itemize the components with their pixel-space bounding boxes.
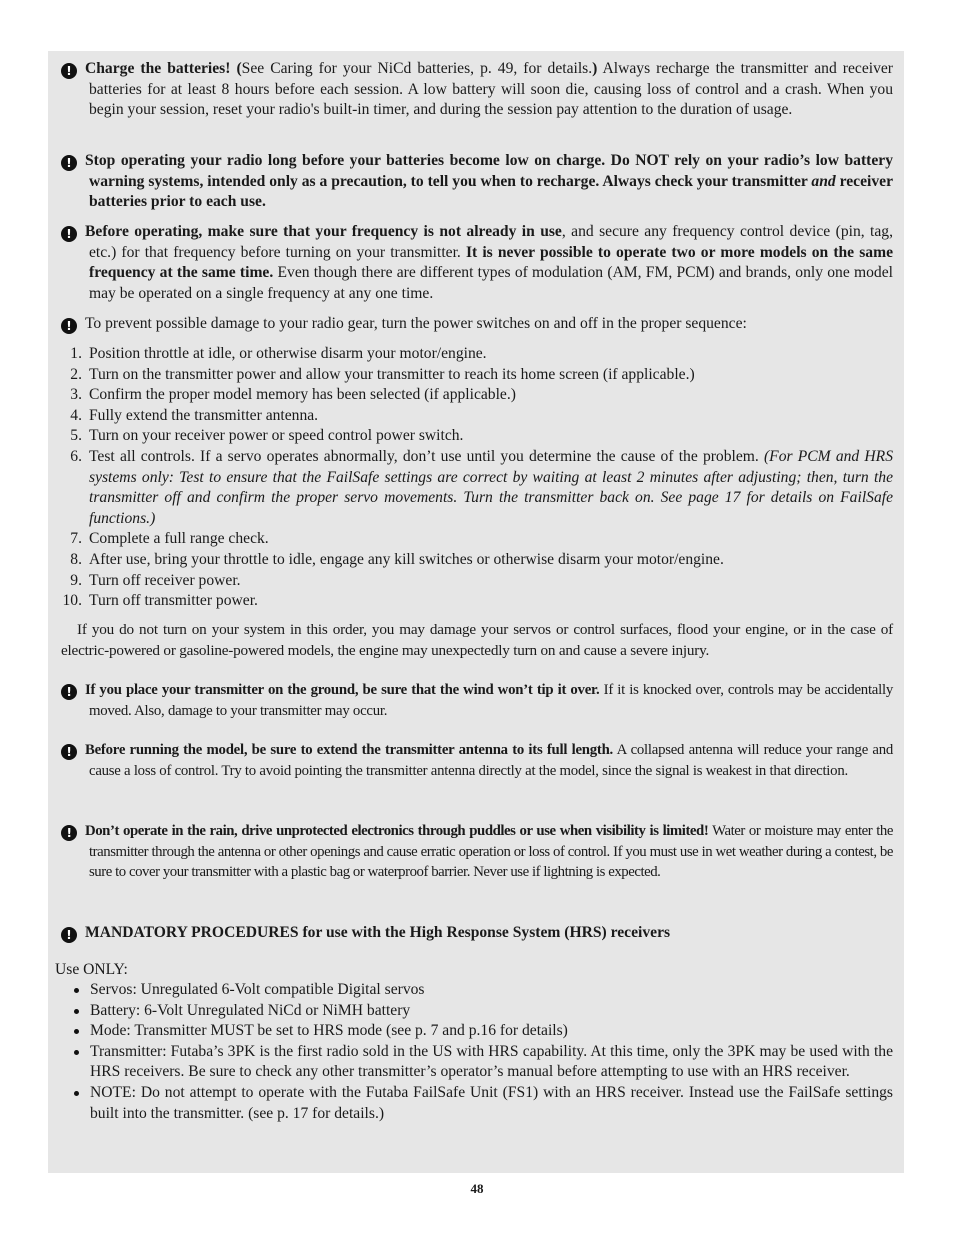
- warnings-panel: [48, 51, 904, 1173]
- bullet-icon: [74, 988, 79, 993]
- warning-charge-ref: See Caring for your NiCd batteries, p. 49, for details.: [241, 60, 593, 77]
- warning-stop-operating: [58, 151, 893, 213]
- list-item: Mode: Transmitter MUST be set to HRS mode (see p. 7 and p.16 for details): [55, 1021, 893, 1042]
- warning-antenna: [58, 740, 893, 781]
- list-item: NOTE: Do not attempt to operate with the Futaba FailSafe Unit (FS1) with an HRS receiver. Instead use the FailSafe settings built into the transmitter. (see p. 17 for details.): [55, 1083, 893, 1124]
- warning-rain-text: Water or moisture may enter the transmitter through the antenna or other openings and cause erratic operation or loss of control. If you must use in wet weather during a contest, be sure to cover your transmitter with a plastic bag or waterproof barrier. Never use if lightning is expected.: [89, 823, 894, 881]
- bullet-icon: [74, 1091, 79, 1096]
- bullet-icon: [74, 1009, 79, 1014]
- exclamation-circle-icon: !: [61, 927, 77, 943]
- warning-frequency-text: , and secure any frequency control device (pin, tag, etc.) for that frequency before turning on your transmitter.: [89, 223, 893, 261]
- warning-charge-bold: Charge the batteries! (: [85, 60, 242, 77]
- bullet-icon: [74, 1029, 79, 1034]
- exclamation-circle-icon: !: [61, 825, 77, 841]
- list-item: 7. Complete a full range check.: [70, 530, 269, 548]
- hrs-heading-text: MANDATORY PROCEDURES for use with the High Response System (HRS) receivers: [85, 924, 671, 941]
- warning-power-sequence-intro: [58, 314, 893, 335]
- exclamation-circle-icon: !: [61, 226, 77, 242]
- sequence-intro-text: To prevent possible damage to your radio gear, turn the power switches on and off in the proper sequence:: [85, 315, 747, 332]
- warning-ground-bold: If you place your transmitter on the ground, be sure that the wind won’t tip it over.: [85, 682, 600, 698]
- warning-stop-bold: Stop operating your radio long before your batteries become low on charge. Do NOT rely on your radio’s low battery warning systems, intended only as a precaution, to tell you when to recharge. Always check your transmitter: [85, 152, 893, 190]
- bullet-icon: [74, 1050, 79, 1055]
- exclamation-circle-icon: !: [61, 63, 77, 79]
- power-sequence-list: [58, 344, 893, 612]
- warning-charge-batteries: [58, 59, 893, 121]
- list-item: 3. Confirm the proper model memory has been selected (if applicable.): [70, 386, 516, 404]
- list-item: 2. Turn on the transmitter power and allow your transmitter to reach its home screen (if applicable.): [70, 365, 695, 383]
- warning-stop-bold-end: receiver batteries prior to each use.: [89, 172, 893, 211]
- exclamation-circle-icon: !: [61, 744, 77, 760]
- list-item: 6. Test all controls. If a servo operates abnormally, don’t use until you determine the cause of the problem. (For PCM and HRS systems only: Test to ensure that the FailSafe settings are correct by waiting at least 2 minutes after adjusting; then, turn the transmitter off and confirm the proper servo movements. Turn the transmitter back on. See page 17 for details on FailSafe functions.): [70, 447, 893, 527]
- warning-stop-italic: and: [811, 172, 836, 190]
- warning-rain: [58, 821, 893, 883]
- warning-charge-bold-close: ): [592, 60, 598, 77]
- sequence-note: If you do not turn on your system in this order, you may damage your servos or control surfaces, flood your engine, or in the case of electric-powered or gasoline-powered models, the engine may unexpectedly turn on and cause a severe injury.: [61, 621, 893, 659]
- list-item: Transmitter: Futaba’s 3PK is the first radio sold in the US with HRS capability. At this time, only the 3PK may be used with the HRS receivers. Be sure to check any other transmitter’s operator’s manual before attempting to use with an HRS receiver.: [55, 1042, 893, 1083]
- list-item: 4. Fully extend the transmitter antenna.: [70, 406, 319, 424]
- warning-frequency-bold: Before operating, make sure that your frequency is not already in use: [85, 223, 562, 240]
- hrs-requirements-list: [55, 980, 893, 1124]
- list-item: 9. Turn off receiver power.: [70, 571, 241, 589]
- list-item: 10. Turn off transmitter power.: [62, 592, 258, 610]
- page-number: 48: [470, 1181, 484, 1196]
- exclamation-circle-icon: !: [61, 684, 77, 700]
- list-item: 5. Turn on your receiver power or speed control power switch.: [70, 427, 464, 445]
- list-item: Servos: Unregulated 6-Volt compatible Digital servos: [55, 980, 893, 1001]
- list-item: 8. After use, bring your throttle to idle, engage any kill switches or otherwise disarm your motor/engine.: [70, 550, 724, 568]
- list-item: Battery: 6-Volt Unregulated NiCd or NiMH battery: [55, 1001, 893, 1022]
- warning-frequency: [58, 222, 893, 304]
- warning-frequency-bold2: It is never possible to operate two or more models on the same frequency at the same time.: [89, 243, 894, 282]
- warning-frequency-text2: Even though there are different types of modulation (AM, FM, PCM) and brands, only one model may be operated on a single frequency at any one time.: [89, 264, 893, 302]
- warning-ground: [58, 680, 893, 721]
- warning-rain-bold: Don’t operate in the rain, drive unprotected electronics through puddles or use when visibility is limited!: [85, 823, 709, 839]
- use-only-label: Use ONLY:: [55, 961, 128, 978]
- warning-antenna-text: A collapsed antenna will reduce your range and cause a loss of control. Try to avoid pointing the transmitter antenna directly at the model, since the signal is weakest in that direction.: [89, 742, 894, 779]
- warning-antenna-bold: Before running the model, be sure to extend the transmitter antenna to its full length.: [85, 742, 614, 758]
- warning-ground-text: If it is knocked over, controls may be accidentally moved. Also, damage to your transmitter may occur.: [89, 682, 893, 719]
- list-item: 1. Position throttle at idle, or otherwise disarm your motor/engine.: [70, 345, 487, 362]
- hrs-heading: [58, 923, 893, 944]
- warning-charge-text: Always recharge the transmitter and receiver batteries for at least 8 hours before each session. A low battery will soon die, causing loss of control and a crash. When you begin your session, reset your radio's built-in timer, and during the session pay attention to the duration of usage.: [89, 60, 894, 119]
- exclamation-circle-icon: !: [61, 318, 77, 334]
- exclamation-circle-icon: !: [61, 155, 77, 171]
